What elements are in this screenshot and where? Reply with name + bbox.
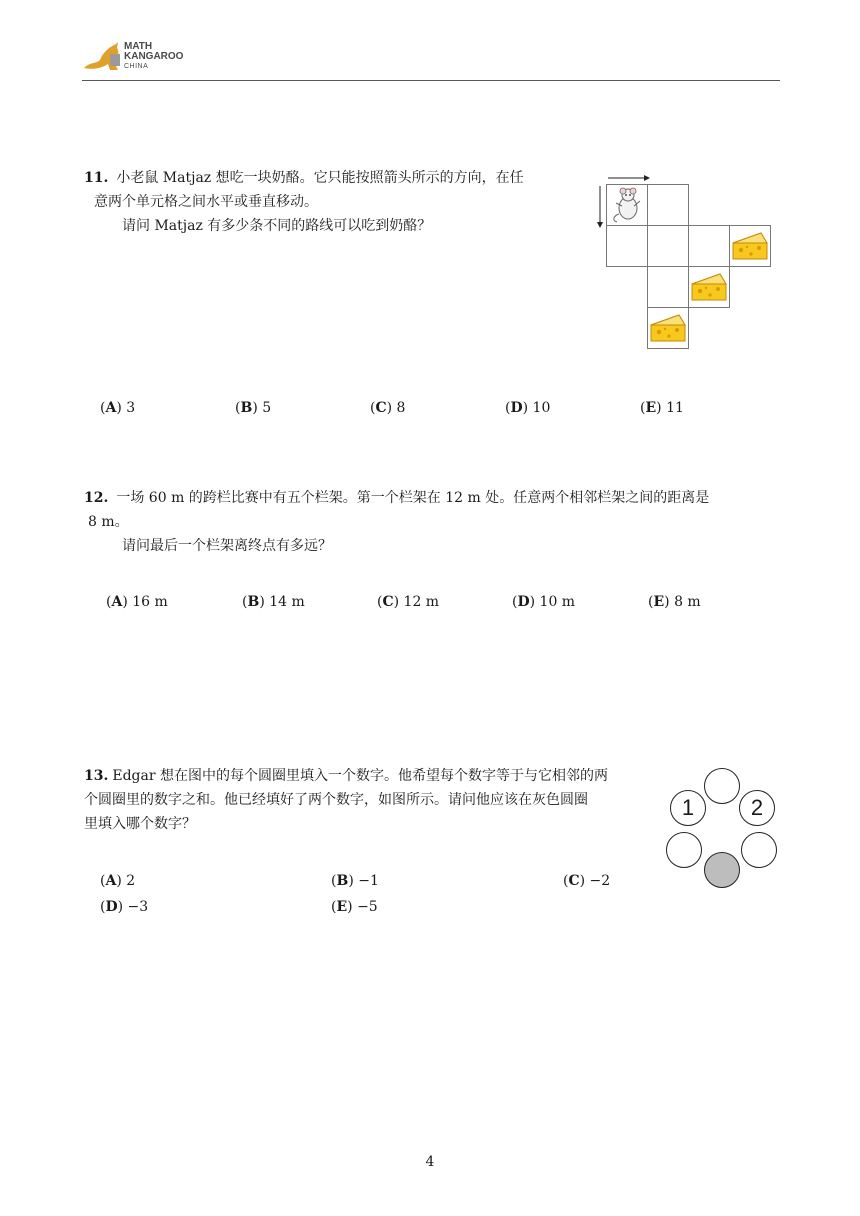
question-12-line1: 一场 60 m 的跨栏比赛中有五个栏架。第一个栏架在 12 m 处。任意两个相邻栏架之间的距离是 bbox=[116, 490, 710, 506]
question-11-option-d[interactable]: (D) 10 bbox=[505, 400, 551, 416]
question-11-number: 11. bbox=[84, 170, 109, 186]
question-13-number: 13. bbox=[84, 768, 109, 784]
question-11-line2: 意两个单元格之间水平或垂直移动。 bbox=[94, 194, 318, 210]
question-11-option-c[interactable]: (C) 8 bbox=[370, 400, 406, 416]
grid-cell-r0c1 bbox=[647, 184, 689, 226]
cheese-icon bbox=[649, 311, 687, 345]
question-12-option-a[interactable]: (A) 16 m bbox=[106, 594, 168, 610]
question-13-option-e[interactable]: (E) −5 bbox=[331, 899, 378, 915]
question-13-figure bbox=[664, 766, 782, 896]
circle-lower-right bbox=[741, 832, 777, 868]
circle-upper-left bbox=[670, 790, 706, 826]
question-12-option-d[interactable]: (D) 10 m bbox=[512, 594, 576, 610]
right-arrow-icon bbox=[606, 172, 650, 184]
circle-value-1: 1 bbox=[681, 795, 695, 820]
mouse-icon bbox=[608, 186, 646, 224]
header-divider bbox=[82, 80, 780, 81]
grid-cell-r2c1 bbox=[647, 266, 689, 308]
question-11-option-e[interactable]: (E) 11 bbox=[640, 400, 684, 416]
circle-upper-right bbox=[739, 790, 775, 826]
grid-cell-r1c1 bbox=[647, 225, 689, 267]
question-12-text bbox=[84, 486, 804, 558]
down-arrow-icon bbox=[594, 184, 606, 228]
question-11-text bbox=[84, 166, 584, 238]
grid-cell-r1c2 bbox=[688, 225, 730, 267]
circle-value-2: 2 bbox=[750, 795, 764, 820]
page-number: 4 bbox=[425, 1154, 435, 1170]
question-11-figure bbox=[592, 170, 782, 360]
question-13-option-b[interactable]: (B) −1 bbox=[331, 873, 379, 889]
question-13-option-c[interactable]: (C) −2 bbox=[563, 873, 611, 889]
logo-wordmark bbox=[124, 42, 183, 72]
question-13-option-d[interactable]: (D) −3 bbox=[100, 899, 149, 915]
question-13-option-a[interactable]: (A) 2 bbox=[100, 873, 136, 889]
question-11-option-a[interactable]: (A) 3 bbox=[100, 400, 136, 416]
question-11-line1: 小老鼠 Matjaz 想吃一块奶酪。它只能按照箭头所示的方向，在任 bbox=[116, 170, 524, 186]
logo-line-math: MATH bbox=[124, 41, 153, 52]
question-13-text bbox=[84, 764, 664, 836]
circle-gray-target bbox=[704, 852, 740, 888]
question-12-line2: 8 m。 bbox=[88, 514, 129, 530]
grid-cell-r1c0 bbox=[606, 225, 648, 267]
question-12-line3: 请问最后一个栏架离终点有多远？ bbox=[122, 538, 332, 554]
question-13-line1: Edgar 想在图中的每个圆圈里填入一个数字。他希望每个数字等于与它相邻的两 bbox=[112, 768, 608, 784]
cheese-icon bbox=[731, 229, 769, 263]
question-12-option-b[interactable]: (B) 14 m bbox=[242, 594, 305, 610]
circle-lower-left bbox=[666, 832, 702, 868]
question-13-line3: 里填入哪个数字？ bbox=[84, 816, 196, 832]
logo-line-china: CHINA bbox=[124, 63, 149, 70]
question-11-line3: 请问 Matjaz 有多少条不同的路线可以吃到奶酪？ bbox=[122, 218, 432, 234]
logo-line-kangaroo: KANGAROO bbox=[124, 51, 184, 62]
circle-top bbox=[704, 768, 740, 804]
question-12-option-c[interactable]: (C) 12 m bbox=[377, 594, 440, 610]
question-12-number: 12. bbox=[84, 490, 109, 506]
question-11-option-b[interactable]: (B) 5 bbox=[235, 400, 272, 416]
cheese-icon bbox=[690, 270, 728, 304]
question-13-line2: 个圆圈里的数字之和。他已经填好了两个数字，如图所示。请问他应该在灰色圆圈 bbox=[84, 792, 588, 808]
question-12-option-e[interactable]: (E) 8 m bbox=[648, 594, 701, 610]
